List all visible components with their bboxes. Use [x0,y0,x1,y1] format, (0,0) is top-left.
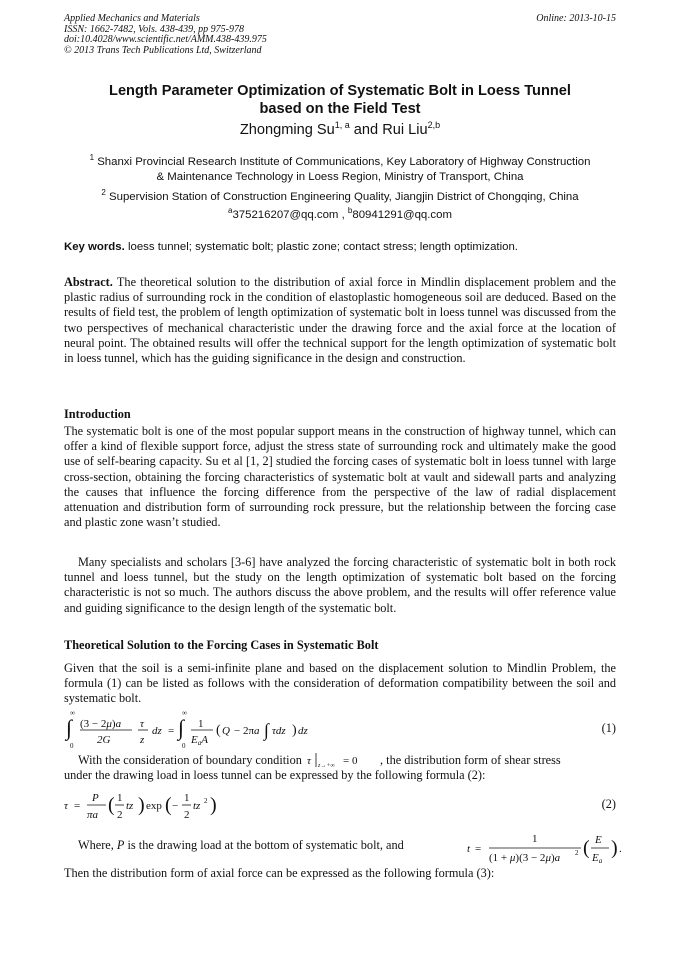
svg-text:τ: τ [64,800,68,812]
keywords-text: loess tunnel; systematic bolt; plastic zone; contact stress; length optimization. [127,241,518,253]
svg-text:∞: ∞ [70,709,75,717]
equation-2 [64,787,616,827]
boundary-text-after: , the distribution form of shear stress [380,753,561,767]
svg-text:t: t [467,843,471,855]
equation-2-number: (2) [601,797,616,811]
section-heading-introduction: Introduction [64,407,131,421]
svg-text:∞: ∞ [182,709,187,717]
svg-text:dz: dz [298,725,308,737]
svg-text:(: ( [583,837,590,859]
svg-text:1: 1 [532,833,538,845]
affiliation-text: Supervision Station of Construction Engineering Quality, Jiangjin District of Chongqing, China [109,190,579,203]
definition-text-mid: is the drawing load at the bottom of systematic bolt, and [127,838,404,852]
author-list [64,120,616,138]
doi-link[interactable]: doi:10.4028/www.scientific.net/AMM.438-439.975 [64,34,267,45]
svg-text:=: = [74,800,81,812]
svg-text:=: = [168,725,175,737]
theory-paragraph-4: Then the distribution form of axial force can be expressed as the following formula (3): [64,866,495,880]
svg-text:): ) [138,794,145,816]
affiliation-text: Shanxi Provincial Research Institute of Communications, Key Laboratory of Highway Construction [97,155,591,168]
theory-paragraph-1: Given that the soil is a semi-infinite plane and based on the displacement solution to Mindlin Problem, the formula (1) can be listed as follows with the consideration of deformation compatibility between the soil and systematic bolt. [64,661,616,706]
svg-text:2: 2 [117,809,123,821]
keywords [64,241,616,253]
svg-text:∫: ∫ [264,720,269,740]
svg-text:τ: τ [306,755,311,767]
equation-1-number: (1) [601,721,616,735]
affiliation-number: 2 [101,188,106,197]
svg-text:): ) [210,794,217,816]
theory-paragraph-2 [64,752,616,783]
copyright-notice: © 2013 Trans Tech Publications Ltd, Switzerland [64,44,262,56]
affiliation-text: & Maintenance Technology in Loess Region, Ministry of Transport, China [156,170,524,183]
svg-text:): ) [292,723,297,738]
parameter-t-formula [467,830,627,866]
equation-2-formula [64,787,284,825]
svg-text:exp: exp [146,800,162,812]
svg-text:z: z [140,734,145,746]
author-affiliation-mark: 1, a [334,120,350,130]
svg-text:(: ( [165,794,172,816]
equation-1-formula [64,708,364,750]
svg-text:0: 0 [70,742,74,750]
svg-text:2G: 2G [97,734,111,746]
svg-text:= 0: = 0 [342,755,358,767]
svg-text:∫: ∫ [66,715,73,740]
svg-text:P: P [92,792,99,804]
online-date: Online: 2013-10-15 [536,13,616,24]
author-conjunction: and [349,121,383,138]
introduction-paragraph-1: The systematic bolt is one of the most popular support means in the construction of highway tunnel, which can offer a kind of flexible support force, adjust the stress state of surrounding rock and ultimately make the good use of self-bearing capacity. Su et al [1, 2] studied the forcing cases of systematic bolt in loess tunnel with large cross-section, obtaining the forcing characteristics of systematic bolt at vault and sidewall parts and analyzing the causes that influence the forcing difference from the perspective of the law of radial displacement attenuation and distribution form of surrounding rock pressure, but the relationship between the forcing case and plastic zone wasn’t studied. [64,424,616,530]
equation-1 [64,708,616,748]
affiliation-1 [64,150,616,185]
svg-text:Q: Q [222,725,230,737]
svg-text:Ea: Ea [592,852,603,865]
author-affiliation-mark: 2,b [427,120,441,130]
title-line-2: based on the Field Test [259,101,421,117]
author-emails [64,206,616,221]
svg-text:2: 2 [204,797,208,805]
svg-text:∫: ∫ [178,715,185,740]
svg-text:EaA: EaA [191,734,208,747]
author-name: Zhongming Su [239,121,335,138]
abstract-label: Abstract. [64,275,113,289]
email-mark: a [228,206,233,215]
svg-text:0: 0 [182,742,186,750]
svg-text:(1 + μ)(3 − 2μ)a: (1 + μ)(3 − 2μ)a [489,852,561,864]
svg-text:tz: tz [126,800,134,812]
svg-text:z→+∞: z→+∞ [317,763,335,768]
boundary-text-before: With the consideration of boundary condition [78,753,302,767]
title-line-1: Length Parameter Optimization of Systematic Bolt in Loess Tunnel [109,83,571,99]
definition-text-before: Where, [78,838,114,852]
keywords-label: Key words. [64,241,125,253]
svg-text:E: E [595,834,602,846]
abstract-text: The theoretical solution to the distribution of axial force in Mindlin displacement problem and the plastic radius of surrounding rock in the condition of elastoplastic homogeneous soil are deduced. Based on the results of field test, the problem of length optimization of systematic bolt in loess tunnel was discussed from the two perspectives of mechanical characteristic under the drawing force and the axial force at the location of neural point. The obtained results will offer the technical support for the length optimization of systematic bolt in loess tunnel, which has the guiding significance in the design and construction. [64,275,616,366]
svg-text:1: 1 [198,718,204,730]
svg-text:=: = [475,843,482,855]
email-mark: b [347,206,353,215]
svg-text:dz: dz [152,725,162,737]
email-b[interactable]: 80941291@qq.com [352,208,452,221]
svg-text:2: 2 [184,809,190,821]
svg-text:): ) [611,837,618,859]
definition-symbol: P [116,838,125,852]
author-name: Rui Liu [382,121,428,138]
svg-text:2: 2 [575,849,579,857]
issn-volume: ISSN: 1662-7482, Vols. 438-439, pp 975-978 [64,23,244,35]
publication-metadata [64,14,616,56]
svg-text:− 2πa: − 2πa [234,725,260,737]
svg-text:(: ( [108,794,115,816]
paper-title [64,82,616,118]
svg-text:πa: πa [87,809,99,821]
svg-text:τdz: τdz [272,725,286,737]
affiliation-2 [64,185,616,205]
svg-text:1: 1 [184,792,190,804]
email-a[interactable]: 375216207@qq.com , [232,208,345,221]
introduction-paragraph-2: Many specialists and scholars [3-6] have analyzed the forcing characteristic of systematic bolt in both rock tunnel and loess tunnel, but the study on the length optimization of systematic bolt based on the forcing characteristic is not so much. The authors discuss the above problem, and the results will offer reference value and guiding significance to the design length of the systematic bolt. [64,555,616,615]
svg-text:−: − [172,800,179,812]
theory-paragraph-3 [64,830,622,866]
journal-name: Applied Mechanics and Materials [64,13,200,24]
section-heading-theory: Theoretical Solution to the Forcing Cases in Systematic Bolt [64,638,379,652]
boundary-text-line-2: under the drawing load in loess tunnel can be expressed by the following formula (2): [64,768,486,783]
svg-text:(3 − 2μ)a: (3 − 2μ)a [80,718,122,730]
affiliation-number: 1 [89,153,95,162]
svg-text:τ: τ [140,718,144,730]
svg-text:tz: tz [193,800,201,812]
svg-text:(: ( [216,723,221,738]
svg-text:1: 1 [117,792,123,804]
svg-text:.: . [619,843,622,855]
boundary-condition-formula [305,752,377,768]
abstract [64,275,616,366]
